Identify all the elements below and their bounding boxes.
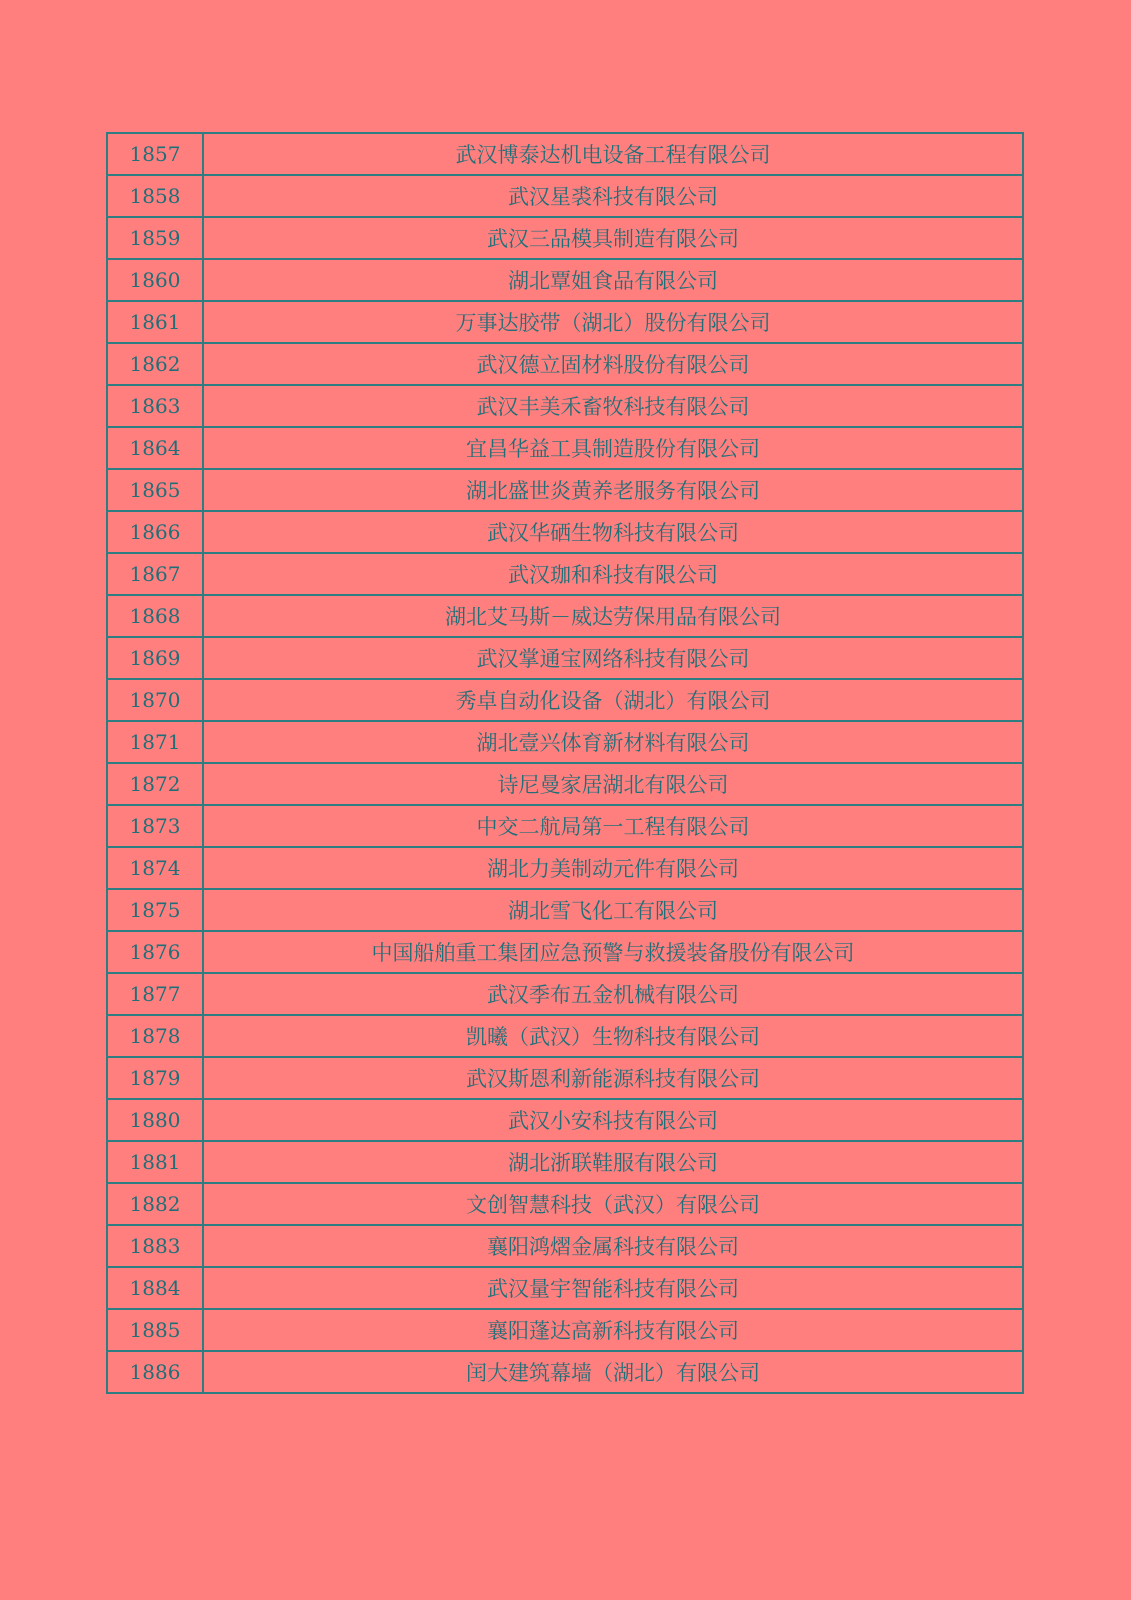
row-number: 1873 [107,805,203,847]
company-name: 武汉斯恩利新能源科技有限公司 [203,1057,1023,1099]
table-row [107,1057,1023,1099]
table-row [107,1015,1023,1057]
company-name: 武汉德立固材料股份有限公司 [203,343,1023,385]
table-row [107,259,1023,301]
table-row [107,1183,1023,1225]
row-number: 1883 [107,1225,203,1267]
table-row [107,553,1023,595]
row-number: 1861 [107,301,203,343]
company-name: 中国船舶重工集团应急预警与救援装备股份有限公司 [203,931,1023,973]
row-number: 1858 [107,175,203,217]
table-row [107,595,1023,637]
company-name: 武汉珈和科技有限公司 [203,553,1023,595]
company-name: 闰大建筑幕墙（湖北）有限公司 [203,1351,1023,1393]
table-row [107,805,1023,847]
document-page [106,132,1024,1394]
table-row [107,343,1023,385]
row-number: 1881 [107,1141,203,1183]
company-name: 武汉三品模具制造有限公司 [203,217,1023,259]
row-number: 1864 [107,427,203,469]
company-name: 万事达胶带（湖北）股份有限公司 [203,301,1023,343]
company-name: 文创智慧科技（武汉）有限公司 [203,1183,1023,1225]
table-row [107,385,1023,427]
row-number: 1877 [107,973,203,1015]
company-name: 武汉丰美禾畜牧科技有限公司 [203,385,1023,427]
company-name: 武汉小安科技有限公司 [203,1099,1023,1141]
row-number: 1869 [107,637,203,679]
table-row [107,1141,1023,1183]
company-name: 湖北覃姐食品有限公司 [203,259,1023,301]
company-name: 武汉季布五金机械有限公司 [203,973,1023,1015]
table-row [107,1225,1023,1267]
table-row [107,1351,1023,1393]
row-number: 1863 [107,385,203,427]
company-name: 襄阳蓬达高新科技有限公司 [203,1309,1023,1351]
row-number: 1886 [107,1351,203,1393]
company-name: 湖北浙联鞋服有限公司 [203,1141,1023,1183]
company-name: 湖北力美制动元件有限公司 [203,847,1023,889]
table-row [107,1099,1023,1141]
row-number: 1857 [107,133,203,175]
table-row [107,973,1023,1015]
table-body [107,133,1023,1393]
row-number: 1875 [107,889,203,931]
company-list-table [106,132,1024,1394]
row-number: 1862 [107,343,203,385]
company-name: 湖北盛世炎黄养老服务有限公司 [203,469,1023,511]
table-row [107,1309,1023,1351]
company-name: 襄阳鸿熠金属科技有限公司 [203,1225,1023,1267]
table-row [107,511,1023,553]
company-name: 武汉掌通宝网络科技有限公司 [203,637,1023,679]
company-name: 湖北艾马斯－威达劳保用品有限公司 [203,595,1023,637]
company-name: 武汉星裘科技有限公司 [203,175,1023,217]
table-row [107,889,1023,931]
table-row [107,847,1023,889]
table-row [107,301,1023,343]
table-row [107,763,1023,805]
row-number: 1872 [107,763,203,805]
company-name: 武汉量宇智能科技有限公司 [203,1267,1023,1309]
company-name: 武汉博泰达机电设备工程有限公司 [203,133,1023,175]
row-number: 1868 [107,595,203,637]
table-row [107,217,1023,259]
row-number: 1870 [107,679,203,721]
company-name: 宜昌华益工具制造股份有限公司 [203,427,1023,469]
row-number: 1867 [107,553,203,595]
table-row [107,427,1023,469]
company-name: 中交二航局第一工程有限公司 [203,805,1023,847]
table-row [107,931,1023,973]
table-row [107,469,1023,511]
row-number: 1866 [107,511,203,553]
company-name: 湖北雪飞化工有限公司 [203,889,1023,931]
company-name: 诗尼曼家居湖北有限公司 [203,763,1023,805]
row-number: 1876 [107,931,203,973]
row-number: 1885 [107,1309,203,1351]
company-name: 湖北壹兴体育新材料有限公司 [203,721,1023,763]
row-number: 1879 [107,1057,203,1099]
company-name: 凯曦（武汉）生物科技有限公司 [203,1015,1023,1057]
table-row [107,1267,1023,1309]
company-name: 武汉华硒生物科技有限公司 [203,511,1023,553]
table-row [107,637,1023,679]
table-row [107,175,1023,217]
table-row [107,679,1023,721]
row-number: 1878 [107,1015,203,1057]
table-row [107,721,1023,763]
row-number: 1884 [107,1267,203,1309]
row-number: 1865 [107,469,203,511]
row-number: 1874 [107,847,203,889]
company-name: 秀卓自动化设备（湖北）有限公司 [203,679,1023,721]
row-number: 1880 [107,1099,203,1141]
row-number: 1860 [107,259,203,301]
table-row [107,133,1023,175]
row-number: 1859 [107,217,203,259]
row-number: 1871 [107,721,203,763]
row-number: 1882 [107,1183,203,1225]
